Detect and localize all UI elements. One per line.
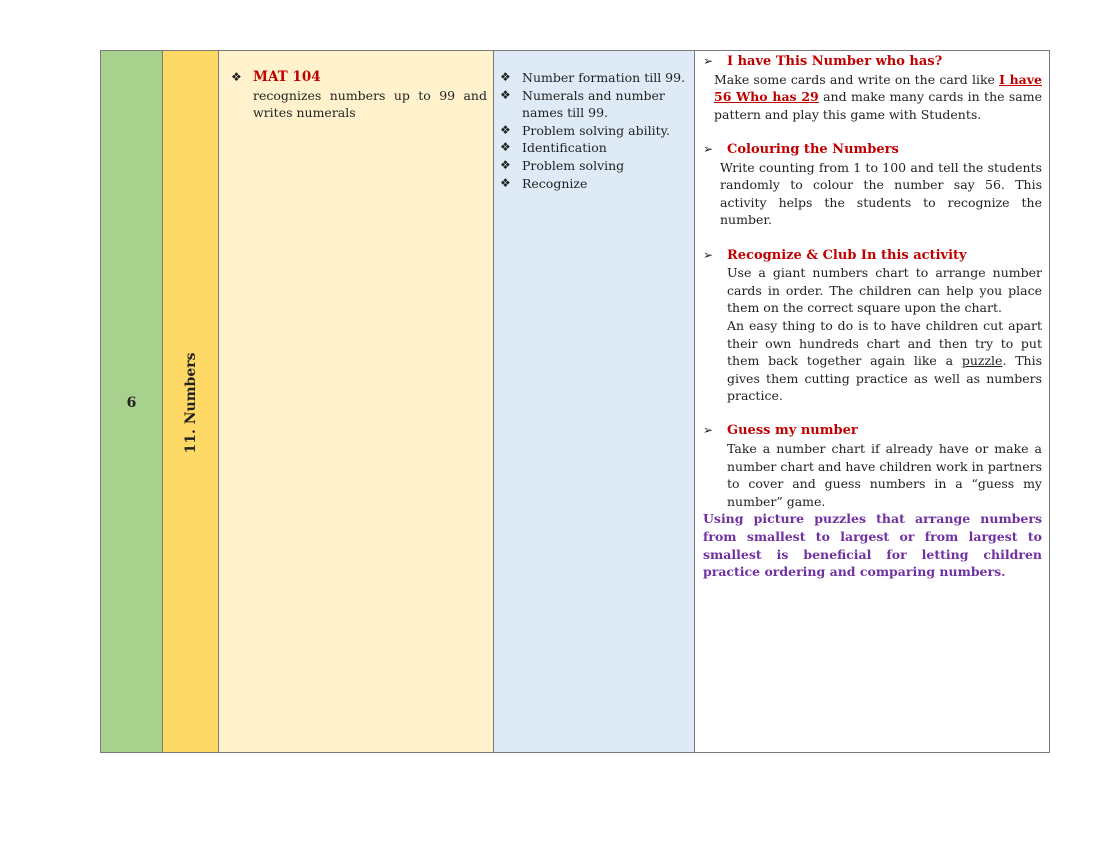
- outcome-item: [231, 69, 487, 122]
- outcome-code: MAT 104: [253, 69, 321, 85]
- topic-column: [163, 51, 219, 752]
- activity-heading: ➢ Guess my number: [703, 423, 858, 439]
- activity-heading: ➢ Recognize & Club In this activity: [703, 247, 967, 263]
- diamond-bullet-icon: ❖: [500, 122, 511, 137]
- puzzle-link[interactable]: puzzle: [961, 353, 1003, 369]
- activity-heading: ➢ Colouring the Numbers: [703, 141, 899, 157]
- activities-column: [695, 51, 1049, 752]
- diamond-bullet-icon: ❖: [500, 157, 511, 172]
- diamond-bullet-icon: ❖: [231, 70, 242, 84]
- activity-text: Make some cards and write on the card like I have 56 Who has 29 and make many cards in the same pattern and play this game with Students.: [714, 71, 1042, 122]
- diamond-bullet-icon: ❖: [500, 70, 511, 84]
- number-column: [101, 51, 163, 752]
- skill-item: ❖ Identification: [500, 140, 607, 156]
- diamond-bullet-icon: ❖: [500, 87, 511, 102]
- outcome-text: recognizes numbers up to 99 and writes numerals: [253, 87, 487, 121]
- skill-item: ❖ Problem solving: [500, 157, 625, 173]
- topic-title: 11. Numbers: [182, 352, 199, 454]
- skill-item: ❖ Problem solving ability.: [500, 122, 671, 138]
- arrow-bullet-icon: ➢: [703, 247, 714, 262]
- activity-note: Using picture puzzles that arrange numbers from smallest to largest or from largest to smallest is beneficial for letting children practice ordering and comparing numbers.: [703, 511, 1042, 580]
- activity-heading: ➢ I have This Number who has?: [703, 54, 943, 69]
- skill-item: ❖ Number formation till 99.: [500, 70, 686, 85]
- diamond-bullet-icon: ❖: [500, 140, 511, 155]
- activity-text: Take a number chart if already have or make a number chart and have children work in partners to cover and guess numbers in a “guess my number” game.: [727, 441, 1042, 509]
- skills-column: [494, 51, 695, 752]
- lesson-plan-table: [100, 50, 1050, 753]
- arrow-bullet-icon: ➢: [703, 423, 714, 438]
- skill-item: ❖ Numerals and number names till 99.: [500, 87, 665, 121]
- example-card-link[interactable]: I have 56 Who has 29: [714, 71, 1042, 105]
- row-number: 6: [126, 395, 137, 411]
- activity-text: An easy thing to do is to have children cut apart their own hundreds chart and then try to put them back together again like a puzzle. This gives them cutting practice as well as numbers practice.: [727, 317, 1042, 404]
- activity-text: Use a giant numbers chart to arrange number cards in order. The children can help you place them on the correct square upon the chart.: [727, 265, 1042, 316]
- diamond-bullet-icon: ❖: [500, 175, 511, 190]
- arrow-bullet-icon: ➢: [703, 141, 714, 156]
- activity-text: Write counting from 1 to 100 and tell the students randomly to colour the number say 56. This activity helps the students to recognize the number.: [720, 159, 1042, 228]
- skill-item: ❖ Recognize: [500, 175, 588, 191]
- arrow-bullet-icon: ➢: [703, 54, 714, 68]
- outcome-column: [219, 51, 494, 752]
